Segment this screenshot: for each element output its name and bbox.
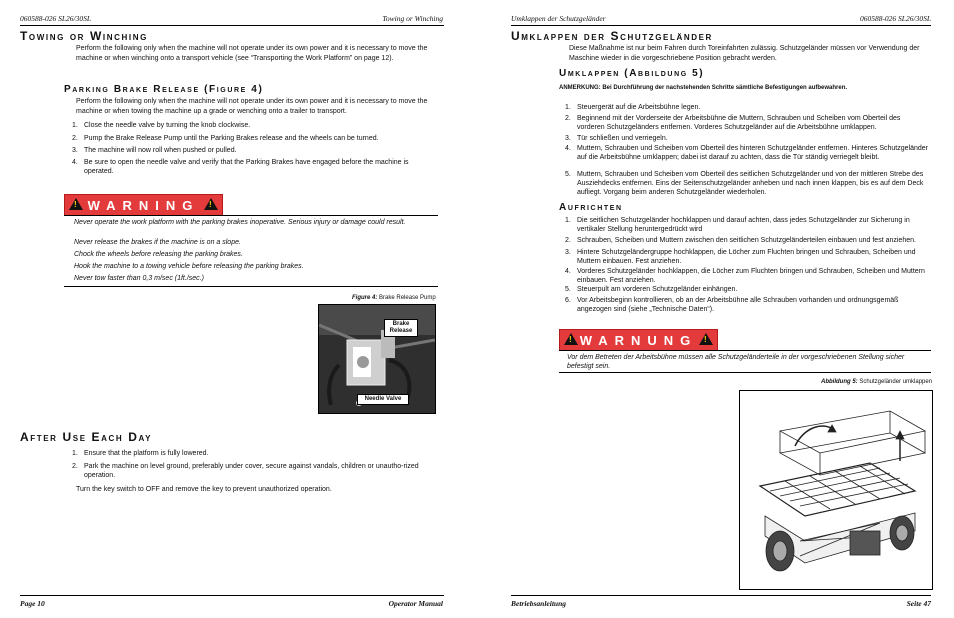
left-footer-rule [20, 595, 444, 596]
warnung-text: Vor dem Betreten der Arbeitsbühne müssen alle Schutzgeländerteile in der vorgeschriebenen Stellung sicher befestigt sein. [567, 354, 905, 370]
warnung-label: WARNUNG [579, 333, 698, 348]
warning-text: Never operate the work platform with the parking brakes inoperative. Serious injury or damage could result. [74, 219, 406, 226]
warning-rule [559, 350, 931, 351]
list-item: 3. Tür schließen und verriegeln. [565, 135, 668, 142]
needle-valve-callout: Needle Valve [357, 394, 409, 405]
warning-rule [64, 215, 438, 216]
right-header-section: Umklappen der Schutzgeländer [511, 14, 606, 23]
list-item: 3. The machine will now roll when pushed or pulled. [72, 147, 237, 154]
after-use-heading: After Use Each Day [20, 430, 153, 444]
warning-text: Chock the wheels before releasing the parking brakes. [74, 251, 243, 258]
warning-text: Never tow faster than 0,3 m/sec (1ft./sec.) [74, 275, 204, 282]
right-header-rule [511, 25, 931, 26]
list-item: 4. Vorderes Schutzgeländer hochklappen, die Löcher zum Fluchten bringen und Schrauben, Scheiben und Muttern einbauen. Fest anziehen. [565, 268, 925, 284]
list-item: 2. Park the machine on level ground, preferably under cover, secure against vandals, children or unautho-rized operation. [72, 463, 419, 479]
list-item: 6. Vor Arbeitsbeginn kontrollieren, ob an der Arbeitsbühne alle Schrauben vorhanden und ordnungsgemäß angezogen sind (siehe „Technische Daten“). [565, 297, 899, 313]
towing-intro: Perform the following only when the machine will not operate under its own power and it is necessary to move the machine or when winching onto a transport vehicle (see “Transporting the Work Platform” on page 12). [76, 45, 428, 62]
left-header-section: Towing or Winching [382, 14, 443, 23]
figure-4-caption: Figure 4: Brake Release Pump [352, 295, 436, 301]
umklappen-heading: Umklappen der Schutzgeländer [511, 29, 713, 43]
after-use-note: Turn the key switch to OFF and remove the key to prevent unauthorized operation. [76, 486, 332, 493]
warning-rule [559, 372, 931, 373]
aufrichten-heading: Aufrichten [559, 202, 623, 213]
warning-banner [64, 194, 223, 216]
list-item: 5. Steuerpult am vorderen Schutzgeländer einhängen. [565, 286, 738, 293]
list-item: 3. Hintere Schutzgeländergruppe hochklappen, die Löcher zum Fluchten bringen und Schrauben, Scheiben und Muttern einbauen. Fest anziehen. [565, 249, 916, 265]
list-item: 5. Muttern, Schrauben und Scheiben vom Oberteil des seitlichen Schutzgeländer und von der mittleren Strebe des Ausziehdecks entfernen. Eins der Seitenschutzgeländer anheben und nach innen klappen, bis es auf dem Deck aufliegt. Vorgang beim anderen Schutzgeländer wiederholen. [565, 171, 924, 196]
right-footer-title: Betriebsanleitung [511, 599, 567, 608]
warnung-banner [559, 329, 718, 351]
warning-triangle-icon: ! [204, 198, 218, 210]
warning-triangle-icon: ! [564, 333, 578, 345]
brake-release-pump-photo [318, 304, 436, 414]
warning-text: Hook the machine to a towing vehicle before releasing the parking brakes. [74, 263, 304, 270]
list-item: 4. Be sure to open the needle valve and verify that the Parking Brakes have engaged before the machine is operated. [72, 159, 409, 175]
right-page [477, 0, 954, 618]
warning-text: Never release the brakes if the machine is on a slope. [74, 239, 241, 246]
note: ANMERKUNG: Bei Durchführung der nachstehenden Schritte sämtliche Befestigungen aufbewahren. [559, 85, 848, 91]
parking-brake-intro: Perform the following only when the machine will not operate under its own power and it is necessary to move the machine or when towing the machine up a grade or wenching onto a trailer to transport. [76, 98, 428, 115]
left-page-number: Page 10 [20, 599, 45, 608]
list-item: 1. Die seitlichen Schutzgeländer hochklappen und darauf achten, dass jedes Schutzgeländer zur Sicherung in vertikaler Stellung heruntergedrückt wird [565, 217, 910, 233]
warning-triangle-icon: ! [69, 198, 83, 210]
umklappen-abbildung-heading: Umklappen (Abbildung 5) [559, 68, 705, 79]
left-header-doc-number: 060588-026 SL26/30SL [20, 14, 92, 23]
right-page-number: Seite 47 [906, 599, 931, 608]
list-item: 4. Muttern, Schrauben und Scheiben vom Oberteil des hinteren Schutzgeländer entfernen. Hinteres Schutzgeländer auf die Arbeitsbühne umklappen; dabei ist darauf zu achten, dass die Tür ständig verriegelt bleibt. [565, 145, 928, 161]
warning-triangle-icon: ! [699, 333, 713, 345]
list-item: 1. Close the needle valve by turning the knob clockwise. [72, 122, 251, 129]
warning-rule [64, 286, 438, 287]
figure-5-caption: Abbildung 5: Schutzgeländer umklappen [821, 379, 933, 385]
left-footer-title: Operator Manual [388, 599, 443, 608]
list-item: 1. Ensure that the platform is fully lowered. [72, 450, 209, 457]
guardrail-folding-diagram [739, 390, 933, 590]
right-header-doc-number: 060588-026 SL26/30SL [859, 14, 931, 23]
list-item: 2. Schrauben, Scheiben und Muttern zwischen den seitlichen Schutzgeländerteilen einbauen und fest anziehen. [565, 237, 916, 244]
warning-label: WARNING [87, 198, 200, 213]
platform-illustration [740, 391, 932, 589]
umklappen-intro: Diese Maßnahme ist nur beim Fahren durch Toreinfahrten zulässig. Schutzgeländer müssen vor Verwendung der Maschine wieder in die vorgeschriebene Position gebracht werden. [569, 45, 920, 62]
list-item: 1. Steuergerät auf die Arbeitsbühne legen. [565, 104, 701, 111]
parking-brake-heading: Parking Brake Release (Figure 4) [64, 84, 264, 95]
brake-release-callout: Brake Release [384, 319, 418, 337]
list-item: 2. Beginnend mit der Vorderseite der Arbeitsbühne die Muttern, Schrauben und Scheiben vom Oberteil des vorderen Schutzgeländers entfernen. Vorderes Schutzgeländer auf die Arbeitsbühne umklappen. [565, 115, 901, 131]
list-item: 2. Pump the Brake Release Pump until the Parking Brakes release and the wheels can be turned. [72, 135, 379, 142]
left-header-rule [20, 25, 444, 26]
right-footer-rule [511, 595, 931, 596]
towing-heading: Towing or Winching [20, 29, 148, 43]
